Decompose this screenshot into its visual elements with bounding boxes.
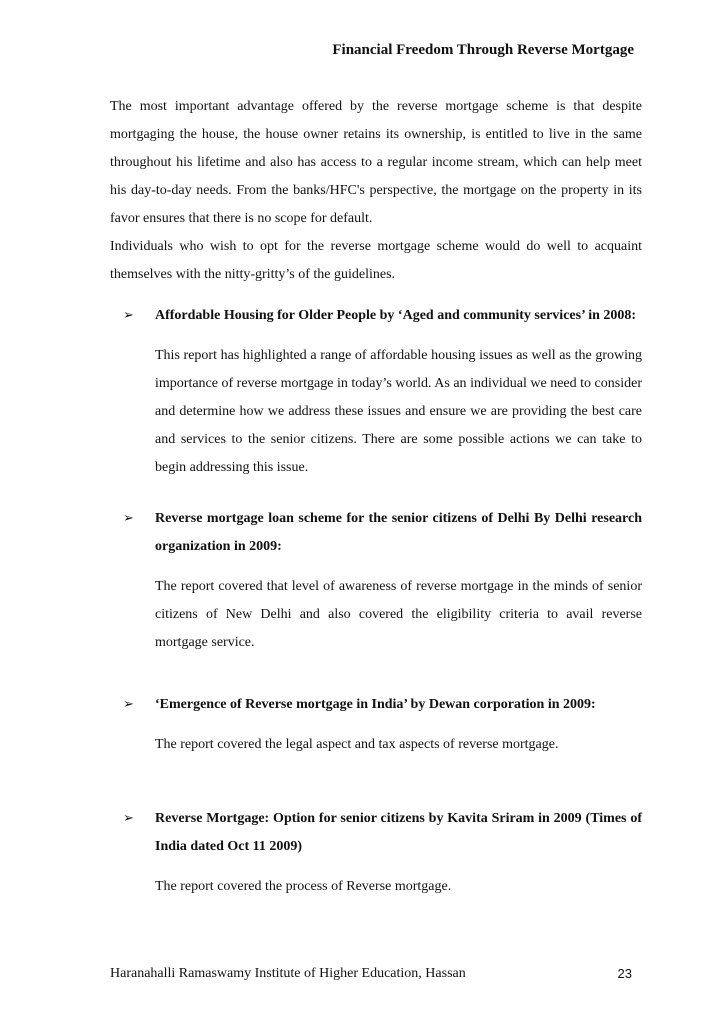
item-heading: Reverse Mortgage: Option for senior citizens by Kavita Sriram in 2009 (Times of India dated Oct 11 2009) — [155, 811, 642, 854]
literature-item-dewan — [123, 691, 642, 759]
running-header: Financial Freedom Through Reverse Mortgage — [332, 42, 634, 58]
item-description: The report covered that level of awareness of reverse mortgage in the minds of senior citizens of New Delhi and also covered the eligibility criteria to avail reverse mortgage service. — [155, 579, 642, 650]
item-heading: ‘Emergence of Reverse mortgage in India’ by Dewan corporation in 2009: — [155, 697, 596, 712]
page-footer — [110, 966, 642, 982]
item-description: The report covered the legal aspect and tax aspects of reverse mortgage. — [155, 737, 559, 752]
arrow-bullet-icon: ➢ — [123, 511, 134, 526]
page-number: 23 — [617, 966, 632, 981]
arrow-bullet-icon: ➢ — [123, 697, 134, 712]
arrow-bullet-icon: ➢ — [123, 308, 134, 323]
item-heading: Reverse mortgage loan scheme for the senior citizens of Delhi By Delhi research organization in 2009: — [155, 511, 642, 554]
paragraph-guidelines: Individuals who wish to opt for the reverse mortgage scheme would do well to acquaint themselves with the nitty-gritty’s of the guidelines. — [110, 239, 642, 282]
footer-institution: Haranahalli Ramaswamy Institute of Higher Education, Hassan — [110, 966, 466, 981]
literature-item-affordable-housing — [123, 302, 642, 482]
paragraph-advantage: The most important advantage offered by the reverse mortgage scheme is that despite mortgaging the house, the house owner retains its ownership, is entitled to live in the same throughout his lifetime and also has access to a regular income stream, which can help meet his day-to-day needs. From the banks/HFC's perspective, the mortgage on the property in its favor ensures that there is no scope for default. — [110, 99, 642, 226]
item-description: The report covered the process of Reverse mortgage. — [155, 879, 452, 894]
item-description: This report has highlighted a range of affordable housing issues as well as the growing importance of reverse mortgage in today’s world. As an individual we need to consider and determine how we address these issues and ensure we are providing the best care and services to the senior citizens. There are some possible actions we can take to begin addressing this issue. — [155, 348, 642, 475]
literature-item-delhi-scheme — [123, 505, 642, 657]
literature-item-kavita-sriram — [123, 805, 642, 901]
item-heading: Affordable Housing for Older People by ‘Aged and community services’ in 2008: — [155, 308, 637, 323]
arrow-bullet-icon: ➢ — [123, 811, 134, 826]
